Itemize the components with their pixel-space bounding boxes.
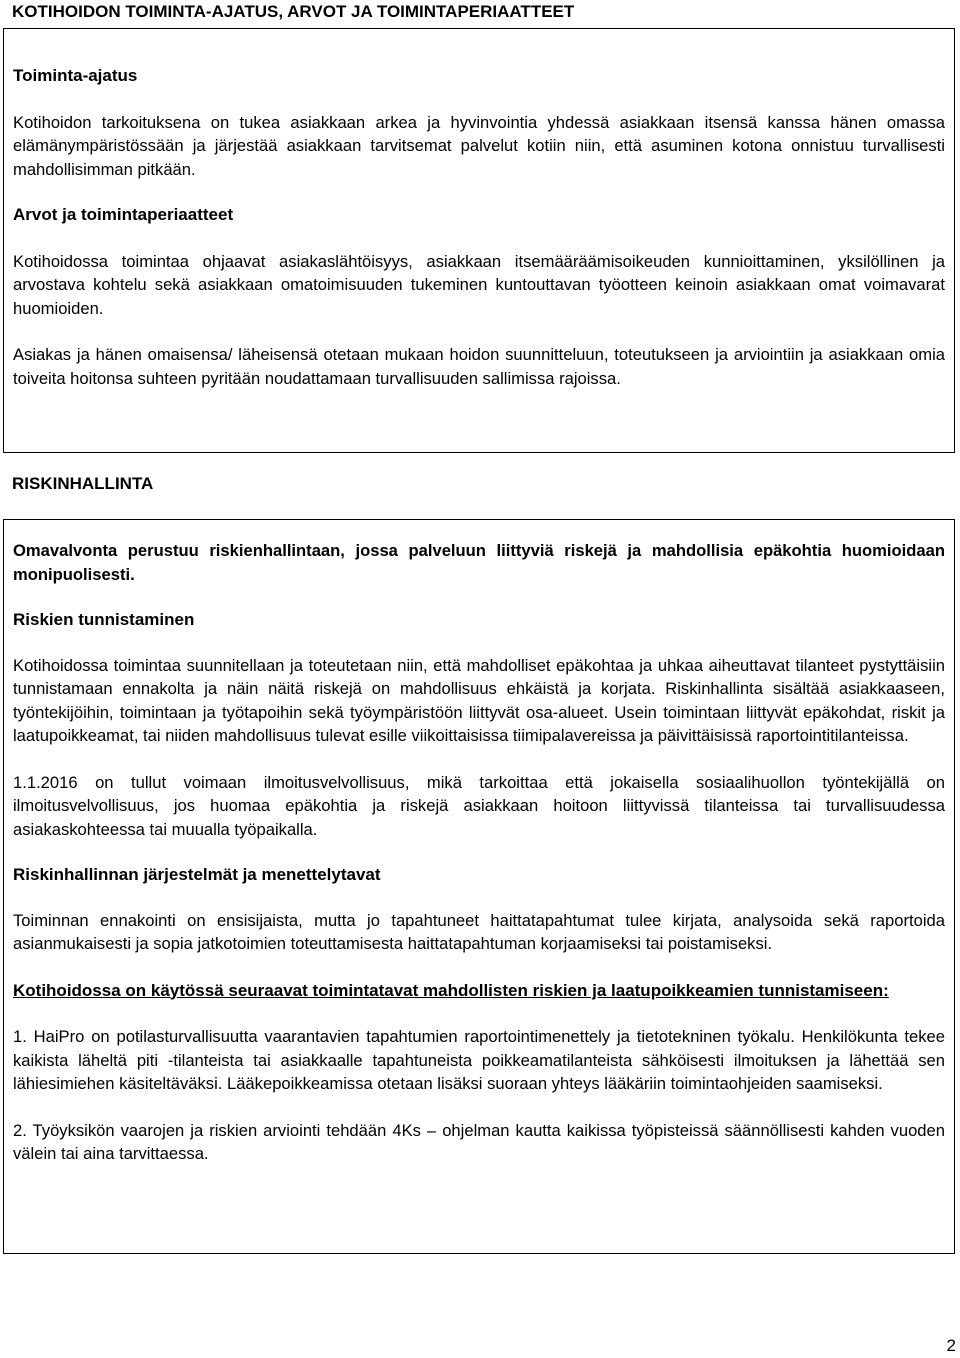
reporting-obligation-paragraph: 1.1.2016 on tullut voimaan ilmoitusvelvollisuus, mikä tarkoittaa että jokaisella sosiaalihuollon työntekijällä on ilmoitusvelvollisuus, jos huomaa epäkohtia ja riskejä asiakkaan hoitoon liittyvissä tilanteissa tai turvallisuudessa asiakaskohteessa tai muualla työpaikalla. — [13, 772, 945, 839]
procedures-heading: Kotihoidossa on käytössä seuraavat toimintatavat mahdollisten riskien ja laatupoikkeamien tunnistamiseen: — [13, 980, 889, 1000]
mission-values-box — [3, 28, 955, 453]
values-heading: Arvot ja toimintaperiaatteet — [13, 205, 234, 224]
mission-paragraph: Kotihoidon tarkoituksena on tukea asiakkaan arkea ja hyvinvointia yhdessä asiakkaan itsensä kanssa hänen omassa elämänympäristössään ja järjestää asiakkaan tarvitsemat palvelut kotiin niin, että asuminen kotona onnistuu turvallisesti mahdollisimman pitkään. — [13, 112, 945, 179]
page-title: KOTIHOIDON TOIMINTA-AJATUS, ARVOT JA TOIMINTAPERIAATTEET — [12, 2, 575, 21]
page-number: 2 — [946, 1336, 956, 1355]
risk-assessment-list-item: 2. Työyksikön vaarojen ja riskien arviointi tehdään 4Ks – ohjelman kautta kaikissa työpisteissä säännöllisesti kahden vuoden välein tai aina tarvittaessa. — [13, 1120, 945, 1163]
risk-systems-heading: Riskinhallinnan järjestelmät ja menettelytavat — [13, 865, 381, 884]
self-monitoring-intro: Omavalvonta perustuu riskienhallintaan, jossa palveluun liittyviä riskejä ja mahdollisia epäkohtia huomioidaan monipuolisesti. — [13, 541, 945, 584]
risk-identification-paragraph: Kotihoidossa toimintaa suunnitellaan ja toteutetaan niin, että mahdolliset epäkohtaa ja uhkaa aiheuttavat tilanteet pystyttäisiin tunnistamaan ennakolta ja näin näitä riskejä on mahdollisuus ehkäistä ja korjata. Riskinhallinta sisältää asiakkaaseen, työntekijöihin, toimintaan ja työtapoihin sekä työympäristöön liittyvät osa-alueet. Usein toimintaan liittyvät epäkohdat, riskit ja laatupoikkeamat, tai niiden mahdollisuus tulevat esille viikoittaisissa tiimipalavereissa ja päivittäisissä raportointitilanteissa. — [13, 655, 945, 745]
mission-heading: Toiminta-ajatus — [13, 66, 138, 85]
risk-management-title: RISKINHALLINTA — [12, 474, 154, 493]
risk-systems-paragraph: Toiminnan ennakointi on ensisijaista, mutta jo tapahtuneet haittatapahtumat tulee kirjata, analysoida sekä raportoida asianmukaisesti ja sopia jatkotoimien toteuttamisesta haittatapahtuman korjaamiseksi tai poistamiseksi. — [13, 910, 945, 953]
values-paragraph: Kotihoidossa toimintaa ohjaavat asiakaslähtöisyys, asiakkaan itsemääräämisoikeuden kunnioittaminen, yksilöllinen ja arvostava kohtelu sekä asiakkaan omatoimisuuden tukeminen kuntouttavan työotteen keinoin asiakkaan omat voimavarat huomioiden. — [13, 251, 945, 318]
client-involvement-paragraph: Asiakas ja hänen omaisensa/ läheisensä otetaan mukaan hoidon suunnitteluun, toteutukseen ja arviointiin ja asiakkaan omia toiveita hoitonsa suhteen pyritään noudattamaan turvallisuuden sallimissa rajoissa. — [13, 345, 945, 388]
haipro-list-item: 1. HaiPro on potilasturvallisuutta vaarantavien tapahtumien raportointimenettely ja tietotekninen työkalu. Henkilökunta tekee kaikista läheltä piti -tilanteista tai asiakkaalle tapahtuneista poikkeamatilanteista sähköisesti ilmoituksen ja lähettää sen lähiesimiehen käsiteltäväksi. Lääkepoikkeamissa otetaan lisäksi suoraan yhteys lääkäriin toimintaohjeiden saamiseksi. — [13, 1027, 945, 1093]
risk-management-box — [3, 519, 955, 1254]
risk-identification-heading: Riskien tunnistaminen — [13, 610, 195, 629]
